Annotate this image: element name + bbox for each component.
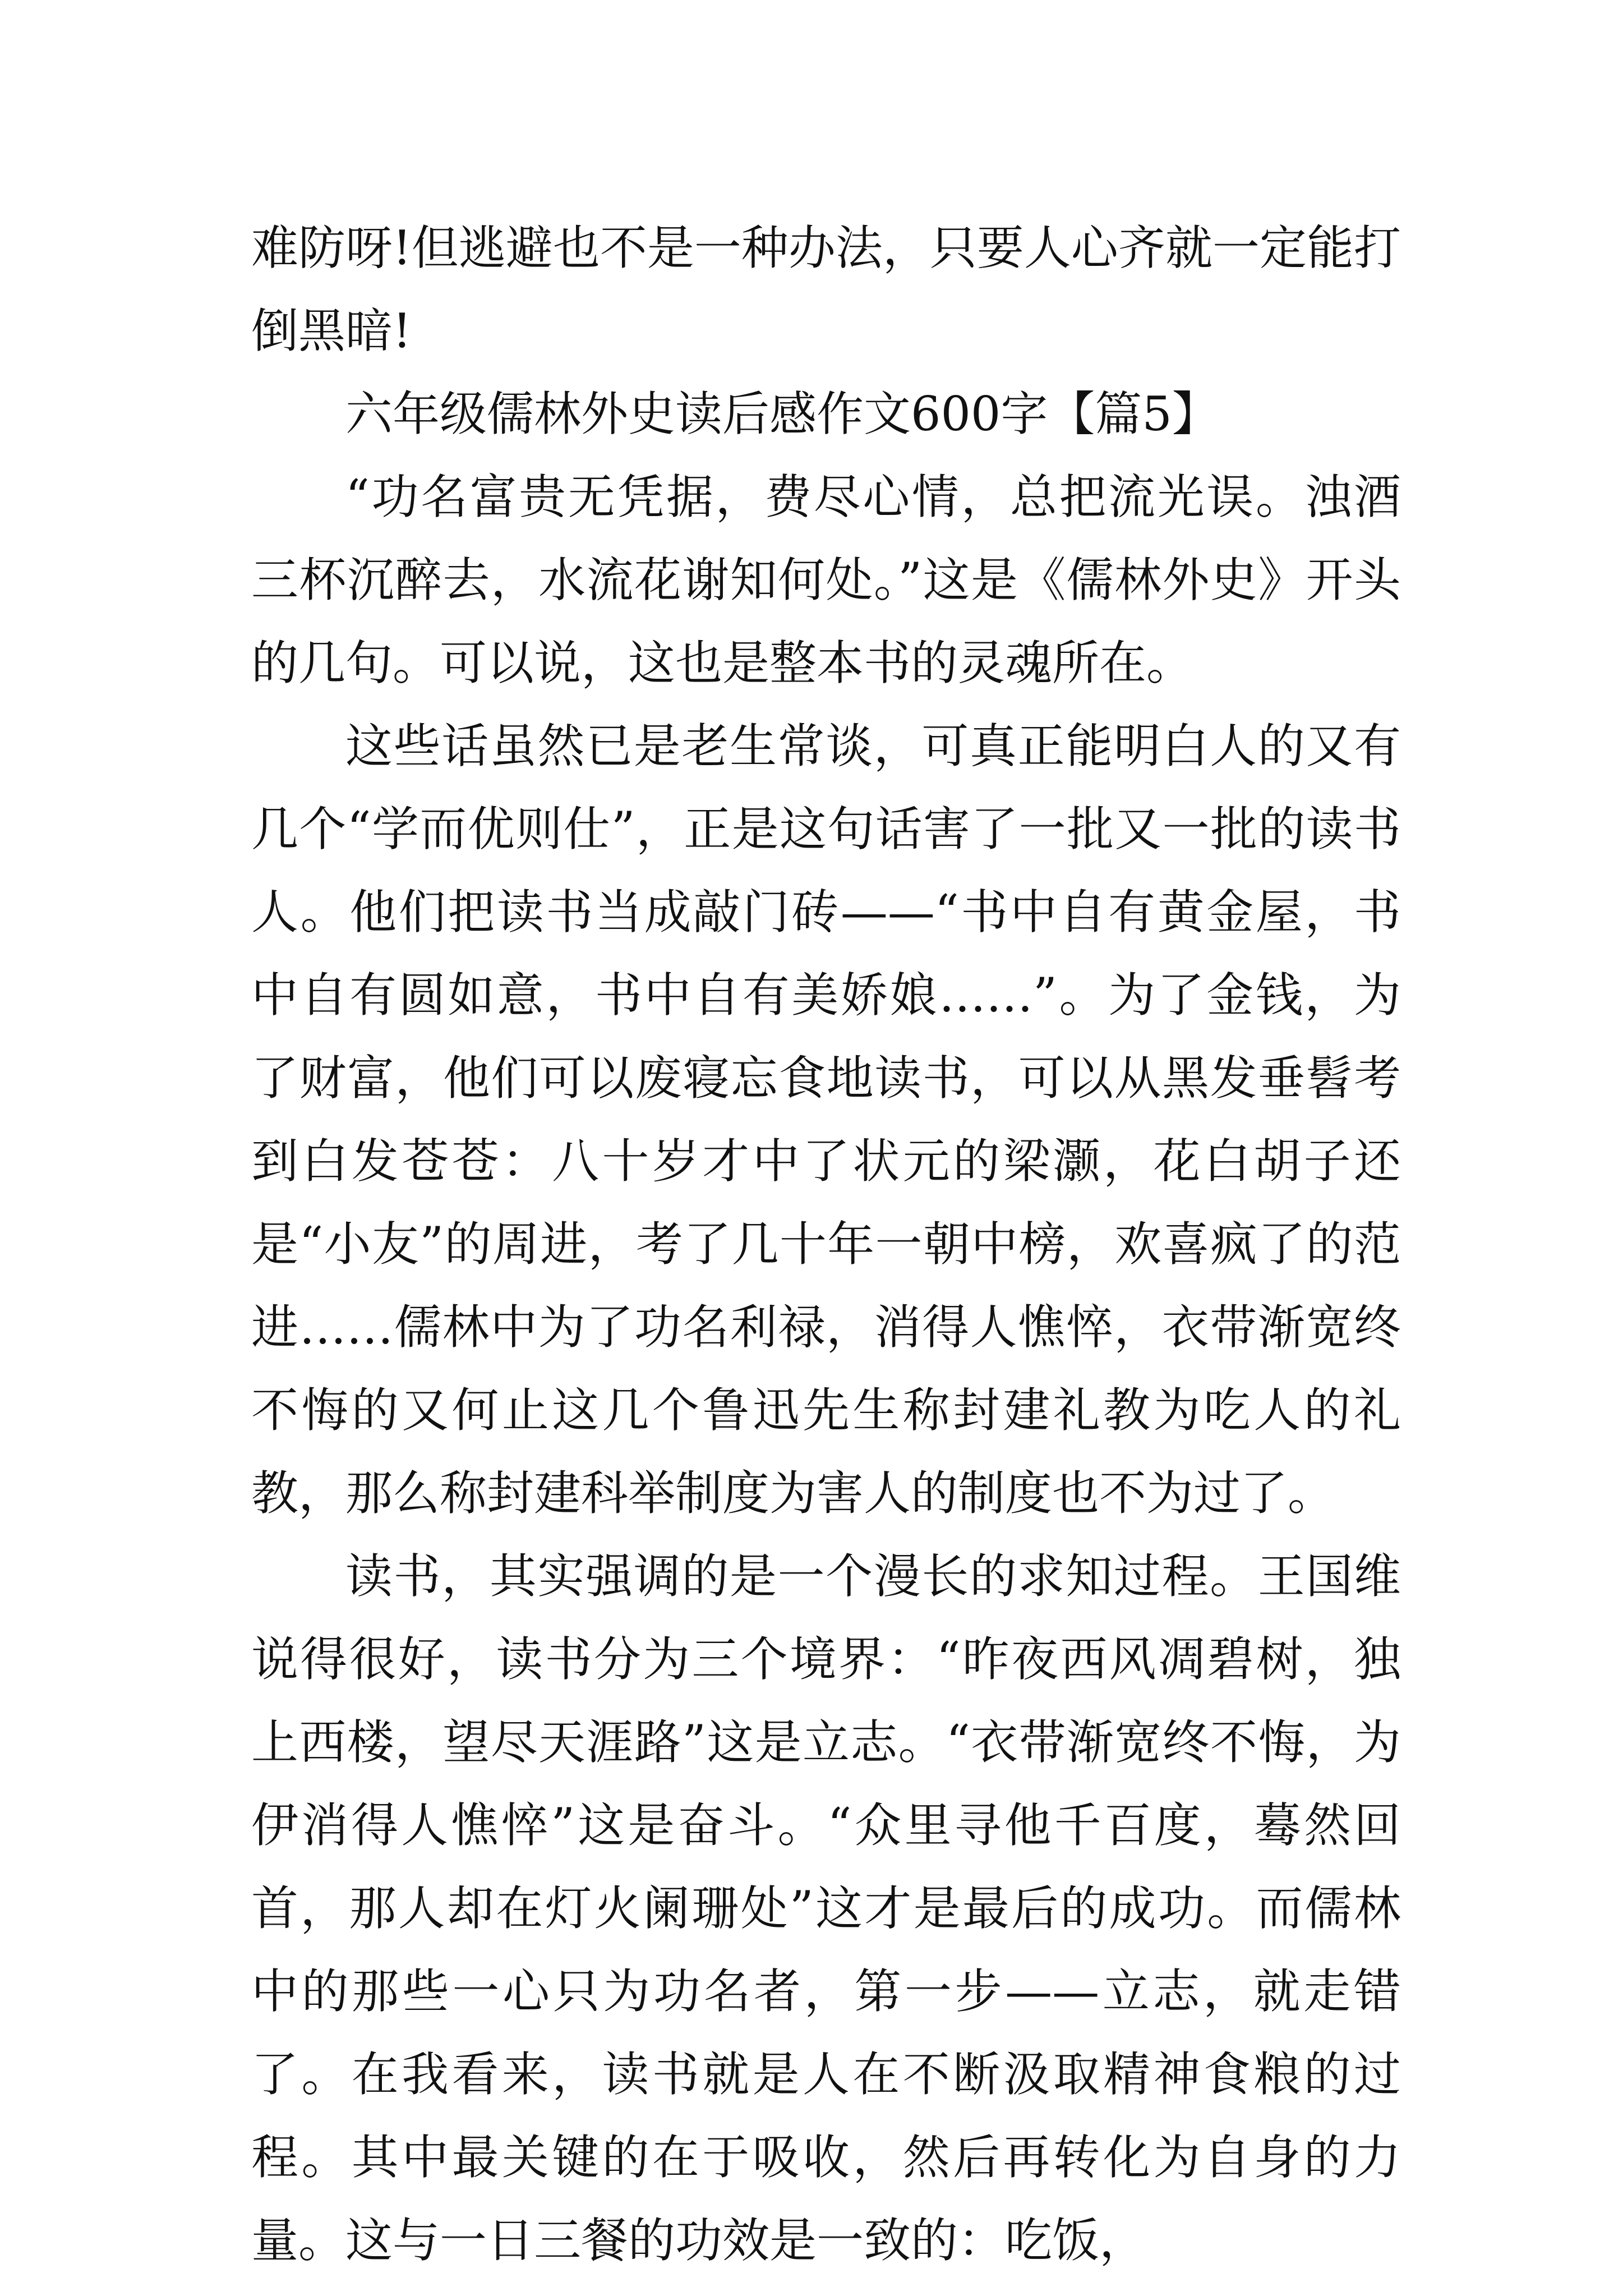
paragraph: 读书，其实强调的是一个漫长的求知过程。王国维说得很好，读书分为三个境界：“昨夜西风凋碧树，独上西楼，望尽天涯路”这是立志。“衣带渐宽终不悔，为伊消得人憔悴”这是奋斗。“众里寻他千百度，蓦然回首，那人却在灯火阑珊处”这才是最后的成功。而儒林中的那些一心只为功名者，第一步——立志，就走错了。在我看来，读书就是人在不断汲取精神食粮的过程。其中最关键的在于吸收，然后再转化为自身的力量。这与一日三餐的功效是一致的：吃饭，	[251, 1549, 1401, 2268]
paragraph: 这些话虽然已是老生常谈，可真正能明白人的又有几个“学而优则仕”，正是这句话害了一批又一批的读书人。他们把读书当成敲门砖——“书中自有黄金屋，书中自有圆如意，书中自有美娇娘……”。为了金钱，为了财富，他们可以废寝忘食地读书，可以从黑发垂髫考到白发苍苍：八十岁才中了状元的梁灏，花白胡子还是“小友”的周进，考了几十年一朝中榜，欢喜疯了的范进……儒林中为了功名利禄，消得人憔悴，衣带渐宽终不悔的又何止这几个鲁迅先生称封建礼教为吃人的礼教，那么称封建科举制度为害人的制度也不为过了。	[251, 719, 1401, 1521]
document-body	[251, 206, 1401, 2282]
paragraph: “功名富贵无凭据，费尽心情，总把流光误。浊酒三杯沉醉去，水流花谢知何处。”这是《儒林外史》开头的几句。可以说，这也是整本书的灵魂所在。	[251, 470, 1401, 691]
section-heading: 六年级儒林外史读后感作文600字【篇5】	[345, 386, 1219, 441]
paragraph-continued: 难防呀!但逃避也不是一种办法，只要人心齐就一定能打倒黑暗!	[251, 220, 1401, 358]
